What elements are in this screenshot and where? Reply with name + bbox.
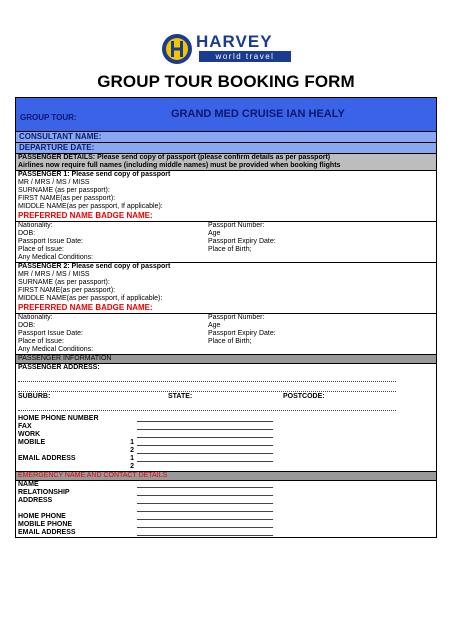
passenger1-surname[interactable]: SURNAME (as per passport): [18,187,110,194]
passenger1-issue-date[interactable]: Passport Issue Date: [18,238,83,245]
emergency-email-input[interactable] [137,529,273,536]
passenger1-first-name[interactable]: FIRST NAME(as per passport): [18,195,116,202]
passenger1-nationality[interactable]: Nationality: [18,222,53,229]
emergency-contact-header: EMERGENCY NAME AND CONTACT DETAILS [16,472,436,481]
emergency-home-phone-input[interactable] [137,513,273,520]
passenger-details-header [16,154,436,171]
passenger2-medical[interactable]: Any Medical Conditions: [16,346,436,355]
group-tour-value[interactable]: GRAND MED CRUISE IAN HEALY [171,108,345,120]
emergency-mobile-label: MOBILE PHONE [18,521,73,528]
email-1-input[interactable] [137,455,273,462]
passenger-details-line1: PASSENGER DETAILS: Please send copy of passport (please confirm details as per passport) [18,154,331,161]
passenger2-nationality[interactable]: Nationality: [18,314,53,321]
emergency-address-label: ADDRESS [18,497,53,504]
passenger1-middle-name[interactable]: MIDDLE NAME(as per passport, If applicable): [18,203,163,210]
passenger2-header: PASSENGER 2: Please send copy of passport [18,263,171,270]
passenger2-place-of-issue[interactable]: Place of Issue: [18,338,64,345]
group-tour-row [16,98,436,132]
passenger-information-header: PASSENGER INFORMATION [16,355,436,364]
suburb-state-postcode-row [16,392,436,401]
emergency-name-input[interactable] [137,481,273,488]
logo-subtitle: world travel [199,51,291,62]
passenger1-medical[interactable]: Any Medical Conditions: [16,254,436,263]
state-label[interactable]: STATE: [168,393,193,400]
suburb-label[interactable]: SUBURB: [18,393,51,400]
address-line-1[interactable] [18,372,396,382]
emergency-home-phone-label: HOME PHONE [18,513,66,520]
postcode-label[interactable]: POSTCODE: [283,393,325,400]
passenger2-surname[interactable]: SURNAME (as per passport): [18,279,110,286]
harvey-world-travel-logo [161,30,373,70]
form-title: GROUP TOUR BOOKING FORM [97,72,355,91]
passenger2-first-name[interactable]: FIRST NAME(as per passport): [18,287,116,294]
mobile-1-input[interactable] [137,439,273,446]
passenger2-title[interactable]: MR / MRS / MS / MISS [18,271,90,278]
booking-form: GROUP TOUR: GRAND MED CRUISE IAN HEALY CONSULTANT NAME: DEPARTURE DATE: PASSENGER DETAILS: Please send copy of passport (please confirm details as per passport) Airlines now require full names (including middle names) must be provided when booking flights PASSENGER 1: Please send copy of passport MR / MRS / MS / MISS SURNAME (as per passport): FIRST NAME(as per passport): MIDDLE NAME(as per passport, If applicable): PREFERRED NAME BADGE NAME: Nationality: Passport Number: DOB: Age Passport Issue Date: Passport Expiry Date: Place of Issue: Place of Birth; Any Medical Conditions: PASSENGER 2: Please send copy of passport MR / MRS / MS / MISS SURNAME (as per passport): FIRST NAME(as per passport): MIDDLE NAME(as per passport, if applicable): PREFERRED NAME BADGE NAME: Nationality: Passport Number: DOB: Age Passport Issue Date: Passport Expiry Date: Place of Issue: Place of Birth; Any Medical Conditions: PASSENGER INFORMATION PASSENGER ADDRESS: SUBURB: STATE: POSTCODE: HOME PHONE NUMBER FAX WORK MOBILE 1 2 EMAIL ADDRESS 1 2 EMERGENCY NAME AND CONTACT DETAILS NAME RELATIONSHIP ADDRESS HOME PHONE MOBILE PHONE EMAIL ADDRESS [15,97,437,538]
passenger1-place-of-issue[interactable]: Place of Issue: [18,246,64,253]
work-label: WORK [18,431,41,438]
home-phone-label: HOME PHONE NUMBER [18,415,99,422]
departure-date-field[interactable]: DEPARTURE DATE: [16,143,436,154]
emergency-email-label: EMAIL ADDRESS [18,529,76,536]
relationship-input[interactable] [137,489,273,496]
home-phone-input[interactable] [137,415,273,422]
emergency-address-input-2[interactable] [137,505,273,512]
passenger1-age[interactable]: Age [208,230,221,237]
passenger-address-label: PASSENGER ADDRESS: [18,364,100,371]
passenger2-expiry-date[interactable]: Passport Expiry Date: [208,330,276,337]
passenger2-middle-name[interactable]: MIDDLE NAME(as per passport, if applicable): [18,295,163,302]
logo-name: HARVEY [196,32,273,51]
passenger2-issue-date[interactable]: Passport Issue Date: [18,330,83,337]
passenger2-badge-name[interactable]: PREFERRED NAME BADGE NAME: [16,303,436,314]
emergency-address-input-1[interactable] [137,497,273,504]
suburb-line[interactable] [18,401,396,411]
mobile-2-input[interactable] [137,447,273,454]
address-line-2[interactable] [18,382,396,392]
passenger1-title[interactable]: MR / MRS / MS / MISS [18,179,90,186]
passenger2-dob[interactable]: DOB: [18,322,36,329]
passenger1-passport-number[interactable]: Passport Number: [208,222,265,229]
passenger2-age[interactable]: Age [208,322,221,329]
passenger1-place-of-birth[interactable]: Place of Birth; [208,246,252,253]
passenger-details-line2: Airlines now require full names (including middle names) must be provided when booking flights [18,162,341,169]
passenger1-dob[interactable]: DOB: [18,230,36,237]
group-tour-label: GROUP TOUR: [20,113,77,122]
fax-input[interactable] [137,423,273,430]
passenger2-passport-number[interactable]: Passport Number: [208,314,265,321]
mobile-label: MOBILE [18,439,46,446]
emergency-mobile-input[interactable] [137,521,273,528]
consultant-name-field[interactable]: CONSULTANT NAME: [16,132,436,143]
passenger1-expiry-date[interactable]: Passport Expiry Date: [208,238,276,245]
fax-label: FAX [18,423,32,430]
work-input[interactable] [137,431,273,438]
relationship-label: RELATIONSHIP [18,489,70,496]
passenger1-badge-name[interactable]: PREFERRED NAME BADGE NAME: [16,211,436,222]
email-label: EMAIL ADDRESS [18,455,76,462]
passenger2-place-of-birth[interactable]: Place of Birth; [208,338,252,345]
emergency-name-label: NAME [18,481,39,488]
passenger1-header: PASSENGER 1: Please send copy of passport [18,171,171,178]
